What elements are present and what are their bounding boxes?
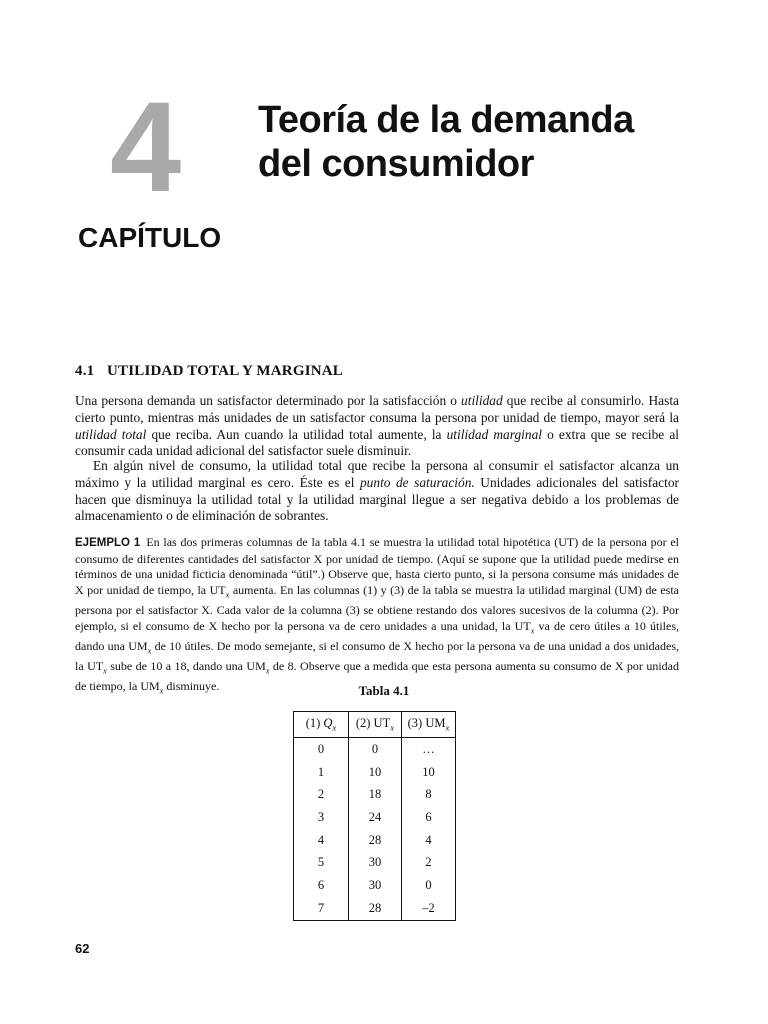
cell-umx: … bbox=[402, 738, 456, 761]
example-sub: x bbox=[225, 590, 230, 600]
cell-utx: 28 bbox=[349, 897, 402, 920]
table-caption: Tabla 4.1 bbox=[358, 683, 410, 698]
p2-text-c: Unidades adicionales del satisfactor hacen que disminuya la utilidad total y la utilidad marginal llegue a ser negativa debido a los problemas de almacenamiento o de eliminación de sobrantes. bbox=[75, 474, 679, 524]
table-row bbox=[294, 783, 456, 806]
example-sub: x bbox=[530, 626, 535, 636]
example-text-3: va de cero útiles a 10 útiles, dando una UM bbox=[75, 618, 679, 653]
table-row bbox=[294, 874, 456, 897]
cell-qx: 1 bbox=[294, 761, 349, 784]
cell-umx: 10 bbox=[402, 761, 456, 784]
cell-utx: 10 bbox=[349, 761, 402, 784]
cell-utx: 30 bbox=[349, 851, 402, 874]
cell-utx: 24 bbox=[349, 806, 402, 829]
example-sub: x bbox=[147, 646, 152, 656]
section-heading bbox=[75, 363, 343, 380]
chapter-number: 4 bbox=[110, 76, 180, 219]
table-row bbox=[294, 761, 456, 784]
cell-umx: 8 bbox=[402, 783, 456, 806]
section-number: 4.1 bbox=[75, 363, 95, 379]
example-1 bbox=[75, 535, 679, 699]
cell-qx: 3 bbox=[294, 806, 349, 829]
header-quantity: (1) $Q_x$ bbox=[294, 712, 349, 738]
utility-table bbox=[293, 711, 456, 921]
cell-utx: 18 bbox=[349, 783, 402, 806]
chapter-label: CAPÍTULO bbox=[78, 222, 222, 253]
p1-text-e: que reciba. Aun cuando la utilidad total aumente, la bbox=[146, 426, 447, 442]
cell-utx: 28 bbox=[349, 829, 402, 852]
cell-qx: 7 bbox=[294, 897, 349, 920]
table-row bbox=[294, 851, 456, 874]
cell-qx: 0 bbox=[294, 738, 349, 761]
cell-umx: 6 bbox=[402, 806, 456, 829]
chapter-title-line-1: Teoría de la demanda bbox=[258, 99, 634, 141]
section-title: UTILIDAD TOTAL Y MARGINAL bbox=[107, 363, 344, 379]
cell-utx: 30 bbox=[349, 874, 402, 897]
p1-text-g: o extra que se recibe al consumir cada unidad adicional del satisfactor suele disminuir. bbox=[75, 426, 679, 459]
paragraph-2 bbox=[75, 458, 679, 525]
cell-umx: –2 bbox=[402, 897, 456, 920]
example-text-2: aumenta. En las columnas (1) y (3) de la tabla se muestra la utilidad marginal (UM) de esta persona por el satisfactor X. Cada valor de la columna (3) se obtiene restando dos valores sucesivos de la columna (2). Por ejemplo, si el consumo de X hecho por la persona va de cero unidades a una unidad, la UT bbox=[75, 583, 679, 633]
cell-utx: 0 bbox=[349, 738, 402, 761]
cell-qx: 4 bbox=[294, 829, 349, 852]
p1-text-a: Una persona demanda un satisfactor determinado por la satisfacción o bbox=[75, 393, 462, 408]
example-text-1: En las dos primeras columnas de la tabla 4.1 se muestra la utilidad total hipotética (UT) de la persona por el consumo de diferentes cantidades del satisfactor X por unidad de tiempo. (Aquí se supone que la utilidad puede medirse en términos de una unidad ficticia denominada “útil”.) Observe que, hasta cierto punto, si la persona consume más unidades de X por unidad de tiempo, la UT bbox=[75, 535, 679, 598]
p2-text-a: En algún nivel de consumo, la utilidad total que recibe la persona al consumir el satisfactor alcanza un máximo y la utilidad marginal es cero. Éste es el bbox=[75, 458, 679, 490]
cell-umx: 0 bbox=[402, 874, 456, 897]
header-marginal-utility: (3) $UM_x$ bbox=[402, 712, 456, 738]
p1-text-c: que recibe al consumirlo. Hasta cierto punto, mientras más unidades de un satisfactor consuma la persona por unidad de tiempo, mayor será la bbox=[75, 393, 679, 425]
chapter-title bbox=[258, 98, 718, 186]
example-sub: x bbox=[265, 666, 270, 676]
example-text-5: sube de 10 a 18, dando una UM bbox=[106, 659, 266, 674]
table-row bbox=[294, 806, 456, 829]
example-text-6: de 8. Observe que a medida que esta persona aumenta su consumo de X por unidad de tiempo, la UM bbox=[75, 659, 680, 694]
paragraph-1 bbox=[75, 393, 679, 460]
example-label: EJEMPLO 1 bbox=[75, 537, 141, 549]
page-number: 62 bbox=[75, 941, 90, 956]
cell-qx: 2 bbox=[294, 783, 349, 806]
p1-term-utilidad-total: utilidad total bbox=[75, 426, 147, 442]
table-row bbox=[294, 829, 456, 852]
table-header-row bbox=[294, 712, 456, 738]
p1-term-utilidad: utilidad bbox=[461, 393, 503, 408]
cell-umx: 2 bbox=[402, 851, 456, 874]
chapter-title-line-2: del consumidor bbox=[258, 143, 534, 185]
example-sub: x bbox=[159, 686, 164, 696]
p1-term-utilidad-marginal: utilidad marginal bbox=[446, 426, 542, 442]
example-text-4: de 10 útiles. De modo semejante, si el consumo de X hecho por la persona va de una unidad a dos unidades, la UT bbox=[75, 639, 679, 674]
cell-qx: 5 bbox=[294, 851, 349, 874]
cell-qx: 6 bbox=[294, 874, 349, 897]
header-total-utility: (2) $UT_x$ bbox=[349, 712, 402, 738]
example-text-7: disminuye. bbox=[163, 679, 220, 694]
table-row bbox=[294, 897, 456, 920]
table-row bbox=[294, 738, 456, 761]
cell-umx: 4 bbox=[402, 829, 456, 852]
p2-term-punto-saturacion: punto de saturación. bbox=[359, 474, 475, 490]
example-sub: x bbox=[103, 666, 107, 676]
